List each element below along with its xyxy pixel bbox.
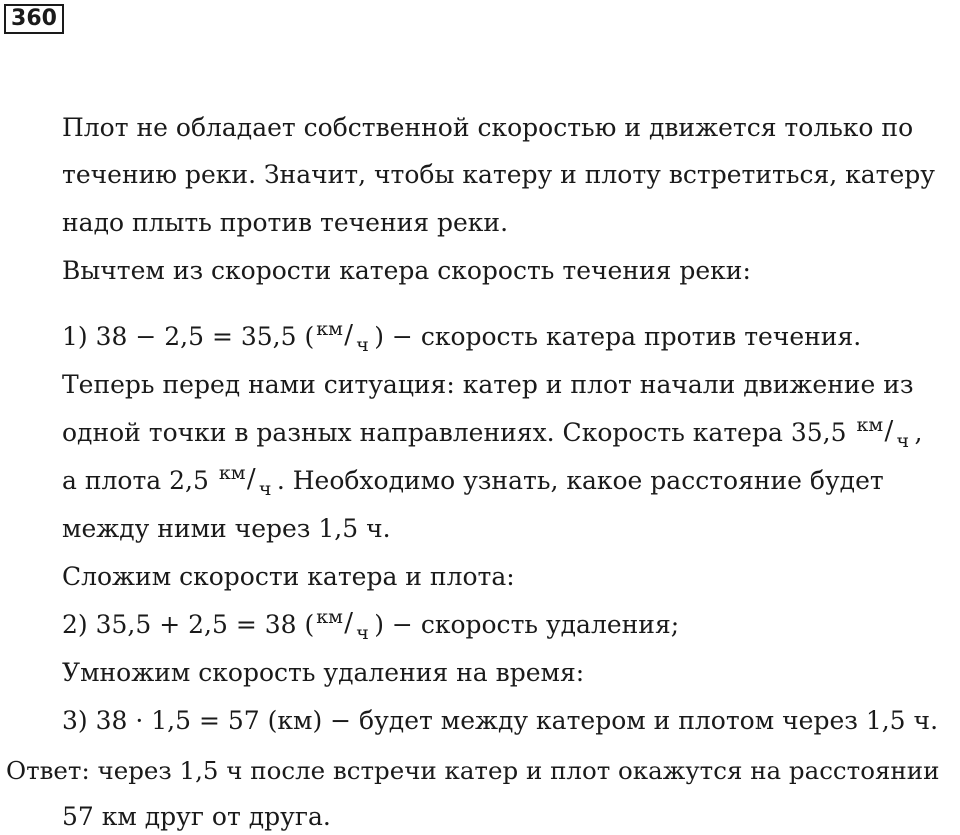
unit-fraction: км / ч: [218, 462, 272, 500]
unit-denominator: ч: [356, 334, 369, 356]
unit-fraction: км / ч: [856, 414, 909, 452]
task-number: 360: [4, 4, 64, 34]
unit-fraction: км / ч: [316, 606, 369, 644]
text-line: Плот не обладает собственной скоростью и движется только по: [62, 113, 914, 142]
text-line: одной точки в разных направлениях. Скорость катера 35,5 км / ч ,: [62, 414, 923, 452]
text-line: Вычтем из скорости катера скорость течения реки:: [62, 256, 751, 285]
text-line: а плота 2,5 км / ч . Необходимо узнать, какое расстояние будет: [62, 462, 884, 500]
step-2-result: ) − скорость удаления;: [374, 610, 680, 639]
step-3: 3) 38 · 1,5 = 57 (км) − будет между катером и плотом через 1,5 ч.: [62, 706, 939, 735]
unit-numerator: км: [316, 318, 343, 340]
text-line: Умножим скорость удаления на время:: [62, 658, 585, 687]
answer-line: Ответ: через 1,5 ч после встречи катер и плот окажутся на расстоянии: [6, 756, 940, 785]
answer-line: 57 км друг от друга.: [62, 802, 331, 831]
step-2-expression: 2) 35,5 + 2,5 = 38 (: [62, 610, 315, 639]
step-1: [62, 318, 862, 356]
step-1-result: ) − скорость катера против течения.: [374, 322, 862, 351]
text-line: Теперь перед нами ситуация: катер и плот начали движение из: [62, 370, 914, 399]
unit-fraction: км / ч: [314, 322, 374, 352]
step-2: [62, 606, 680, 644]
text-line: надо плыть против течения реки.: [62, 208, 509, 237]
text-line: течению реки. Значит, чтобы катеру и плоту встретиться, катеру: [62, 160, 936, 189]
text-line: между ними через 1,5 ч.: [62, 514, 391, 543]
step-1-expression: 1) 38 − 2,5 = 35,5 (: [62, 322, 315, 351]
text-line: Сложим скорости катера и плота:: [62, 562, 515, 591]
